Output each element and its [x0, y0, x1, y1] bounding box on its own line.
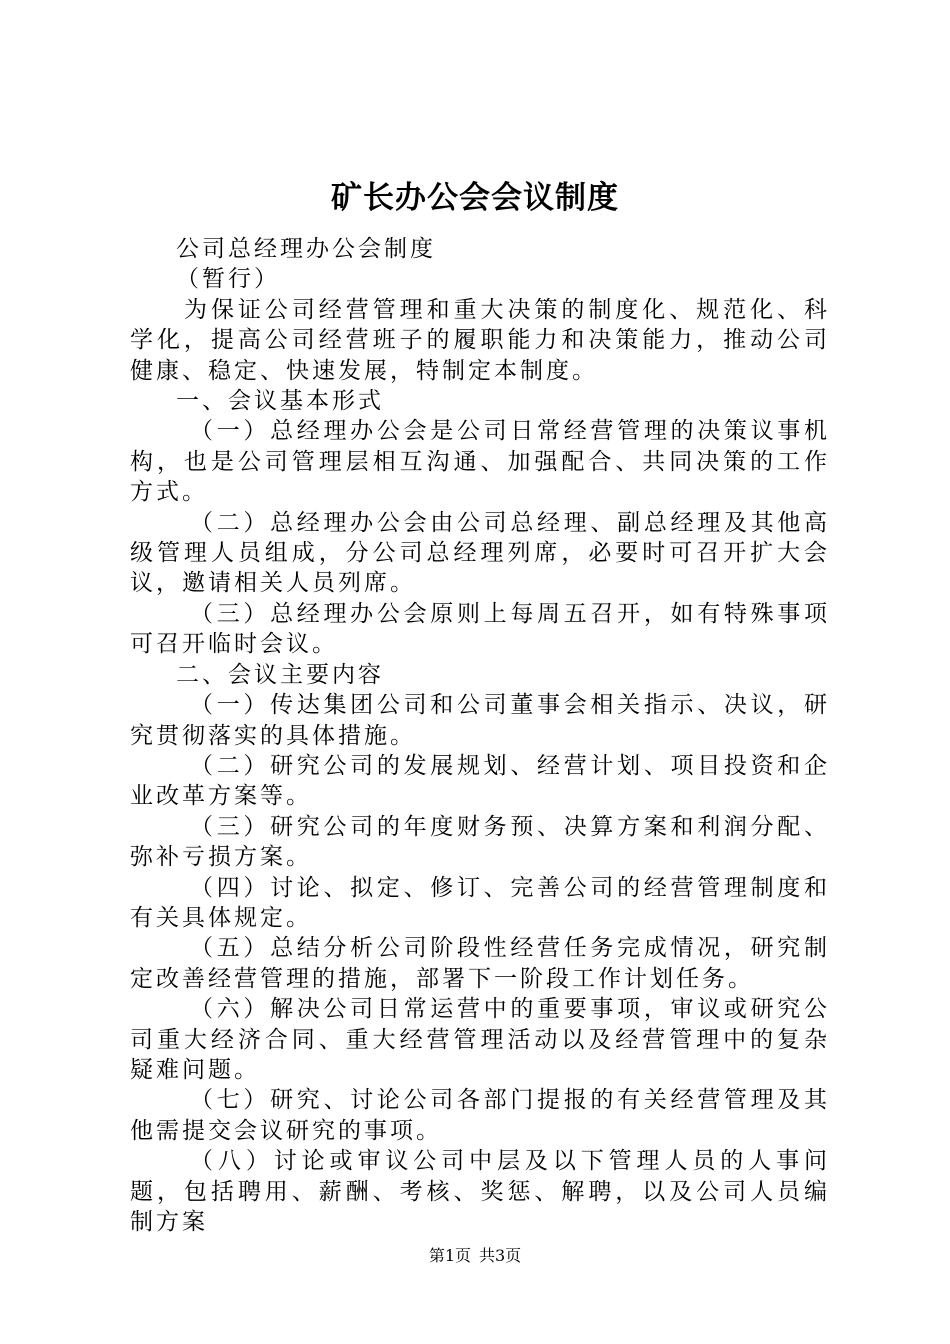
clause-2-5: （五）总结分析公司阶段性经营任务完成情况，研究制定改善经营管理的措施，部署下一阶段工作计划任务。 — [130, 935, 830, 992]
clause-2-4: （四）讨论、拟定、修订、完善公司的经营管理制度和有关具体规定。 — [130, 874, 830, 931]
document-subtitle: 公司总经理办公会制度 — [176, 236, 436, 262]
clause-1-3: （三）总经理办公会原则上每周五召开，如有特殊事项可召开临时会议。 — [130, 600, 830, 658]
section-heading-1: 一、会议基本形式 — [176, 388, 384, 415]
clause-2-8: （八）讨论或审议公司中层及以下管理人员的人事问题，包括聘用、薪酬、考核、奖惩、解聘，以及公司人员编制方案 — [130, 1148, 830, 1235]
page-footer — [0, 1243, 950, 1266]
clause-2-2: （二）研究公司的发展规划、经营计划、项目投资和企业改革方案等。 — [130, 752, 830, 810]
clause-2-7: （七）研究、讨论公司各部门提报的有关经营管理及其他需提交会议研究的事项。 — [130, 1087, 830, 1144]
document-body — [130, 234, 830, 1237]
document-title: 矿长办公会会议制度 — [331, 180, 619, 216]
page-number: 第1页 — [428, 1246, 471, 1265]
clause-1-2: （二）总经理办公会由公司总经理、副总经理及其他高级管理人员组成，分公司总经理列席，必要时可召开扩大会议，邀请相关人员列席。 — [130, 509, 830, 597]
intro-paragraph: 为保证公司经营管理和重大决策的制度化、规范化、科学化，提高公司经营班子的履职能力和决策能力，推动公司健康、稳定、快速发展，特制定本制度。 — [130, 296, 830, 384]
clause-2-6: （六）解决公司日常运营中的重要事项，审议或研究公司重大经济合同、重大经营管理活动以及经营管理中的复杂疑难问题。 — [130, 996, 830, 1083]
clause-2-1: （一）传达集团公司和公司董事会相关指示、决议，研究贯彻落实的具体措施。 — [130, 692, 830, 749]
page-total: 共3页 — [479, 1246, 522, 1265]
clause-2-3: （三）研究公司的年度财务预、决算方案和利润分配、弥补亏损方案。 — [130, 813, 830, 871]
section-heading-2: 二、会议主要内容 — [176, 661, 384, 688]
tentative-note: （暂行） — [176, 266, 280, 293]
clause-1-1: （一）总经理办公会是公司日常经营管理的决策议事机构，也是公司管理层相互沟通、加强配合、共同决策的工作方式。 — [130, 418, 830, 506]
